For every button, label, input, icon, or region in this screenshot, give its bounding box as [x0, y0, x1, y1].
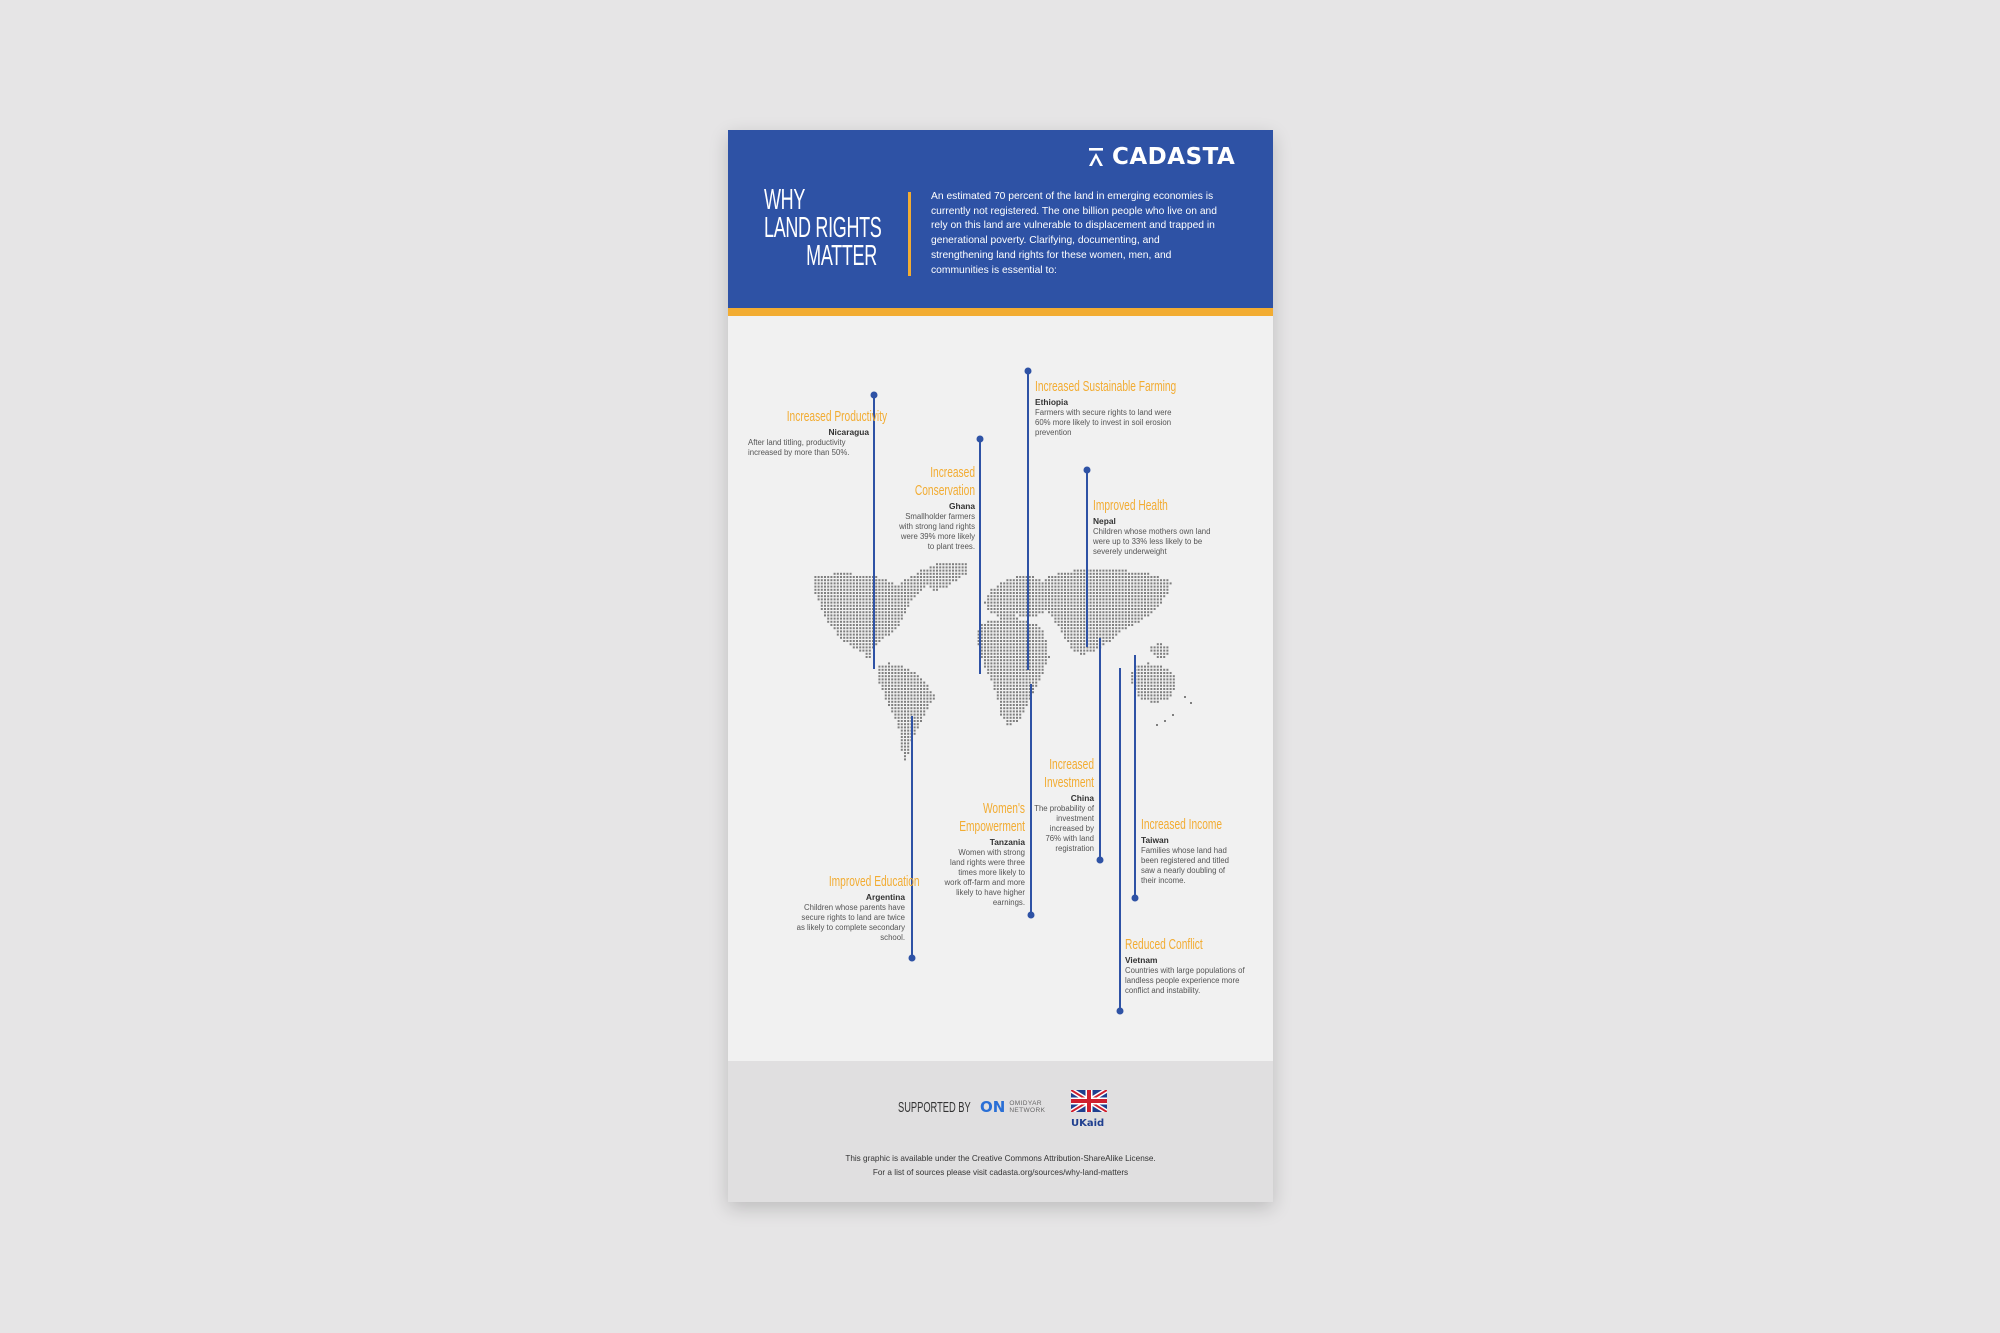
callout-country: Ethiopia — [1035, 397, 1069, 407]
omidyar-name-line-2: NETWORK — [1009, 1107, 1046, 1114]
callout-text: After land titling, productivity increased by more than 50%. — [748, 438, 850, 457]
omidyar-logo-icon: ON — [980, 1098, 1006, 1116]
uk-flag-icon — [1071, 1090, 1107, 1112]
callout-text: Women with strong land rights were three times more likely to work off-farm and more likely to have higher earnings. — [944, 848, 1025, 907]
pin-ghana — [977, 436, 984, 675]
intro-text: An estimated 70 percent of the land in emerging economies is currently not registered. The one billion people who live on and rely on this land are vulnerable to displacement and trapped in generational poverty. Clarifying, documenting, and strengthening land rights for these women, men, and communities is essential to: — [931, 191, 1218, 276]
callout-text: Children whose parents have secure rights to land are twice as likely to complete secondary school. — [796, 903, 905, 942]
callout-text: Families whose land had been registered and titled saw a nearly doubling of their income. — [1141, 846, 1229, 885]
page-title — [764, 184, 882, 272]
callout-text: Countries with large populations of landless people experience more conflict and instability. — [1125, 966, 1245, 995]
header-banner — [728, 130, 1273, 308]
callout-text: Smallholder farmers with strong land rights were 39% more likely to plant trees. — [899, 512, 975, 551]
footer — [728, 1061, 1273, 1202]
callout-title: Increased Sustainable Farming — [1035, 378, 1177, 395]
callout-text: Children whose mothers own land were up to 33% less likely to be severely underweight — [1093, 527, 1211, 556]
pin-china — [1097, 638, 1104, 864]
callout-country: Taiwan — [1141, 835, 1169, 845]
license-line-2: For a list of sources please visit cadasta.org/sources/why-land-matters — [872, 1168, 1129, 1177]
ukaid-logo — [1071, 1090, 1107, 1128]
cadasta-logo-icon — [1088, 147, 1104, 167]
title-line-2: LAND RIGHTS — [764, 212, 882, 244]
callout-title: Increased Productivity — [786, 408, 888, 425]
title-line-3: MATTER — [806, 240, 877, 272]
omidyar-network-logo — [980, 1098, 1045, 1116]
callout-country: Nicaragua — [828, 427, 869, 437]
callout-health — [1093, 497, 1223, 557]
pin-nicaragua — [871, 392, 878, 670]
callout-productivity — [748, 408, 888, 458]
license-line-1: This graphic is available under the Creative Commons Attribution-ShareAlike License. — [845, 1154, 1156, 1163]
callout-title: Increased Investment — [1044, 756, 1094, 791]
omidyar-name-line-1: OMIDYAR — [1009, 1099, 1042, 1107]
callout-title: Increased Income — [1141, 816, 1223, 833]
callout-investment — [1033, 756, 1094, 854]
ukaid-text: UKaid — [1071, 1118, 1105, 1129]
callout-country: Tanzania — [989, 837, 1025, 847]
title-line-1: WHY — [764, 184, 806, 216]
callout-education — [793, 873, 920, 943]
title-divider — [908, 192, 911, 276]
callout-conservation — [893, 464, 975, 552]
license-text — [728, 1152, 1273, 1180]
accent-stripe — [728, 308, 1273, 316]
pin-argentina — [909, 716, 916, 962]
pin-taiwan — [1132, 655, 1139, 902]
pin-vietnam — [1117, 668, 1124, 1015]
callout-title: Improved Health — [1093, 497, 1168, 514]
callout-womens-empowerment — [943, 800, 1025, 908]
callout-country: China — [1070, 793, 1094, 803]
supported-by-label: SUPPORTED BY — [898, 1099, 971, 1116]
pin-nepal — [1084, 467, 1091, 648]
callout-text: The probability of investment increased by 76% with land registration — [1034, 804, 1094, 853]
callout-title: Women's Empowerment — [959, 800, 1025, 835]
callout-title: Reduced Conflict — [1125, 936, 1203, 953]
callout-text: Farmers with secure rights to land were 60% more likely to invest in soil erosion prevention — [1035, 408, 1172, 437]
infographic-poster — [728, 130, 1273, 1202]
cadasta-logo — [1088, 142, 1235, 172]
callout-title: Increased Conservation — [914, 464, 975, 499]
brand-name: CADASTA — [1112, 144, 1236, 170]
callout-income — [1141, 816, 1241, 886]
map-section — [728, 316, 1273, 1061]
callout-country: Argentina — [865, 892, 905, 902]
callout-title: Improved Education — [828, 873, 920, 890]
omidyar-name — [1009, 1100, 1045, 1115]
callout-sustainable-farming — [1035, 378, 1175, 438]
pin-ethiopia — [1025, 368, 1032, 671]
callout-country: Ghana — [948, 501, 975, 511]
callout-conflict — [1125, 936, 1259, 996]
callout-country: Nepal — [1093, 516, 1116, 526]
callout-country: Vietnam — [1125, 955, 1158, 965]
